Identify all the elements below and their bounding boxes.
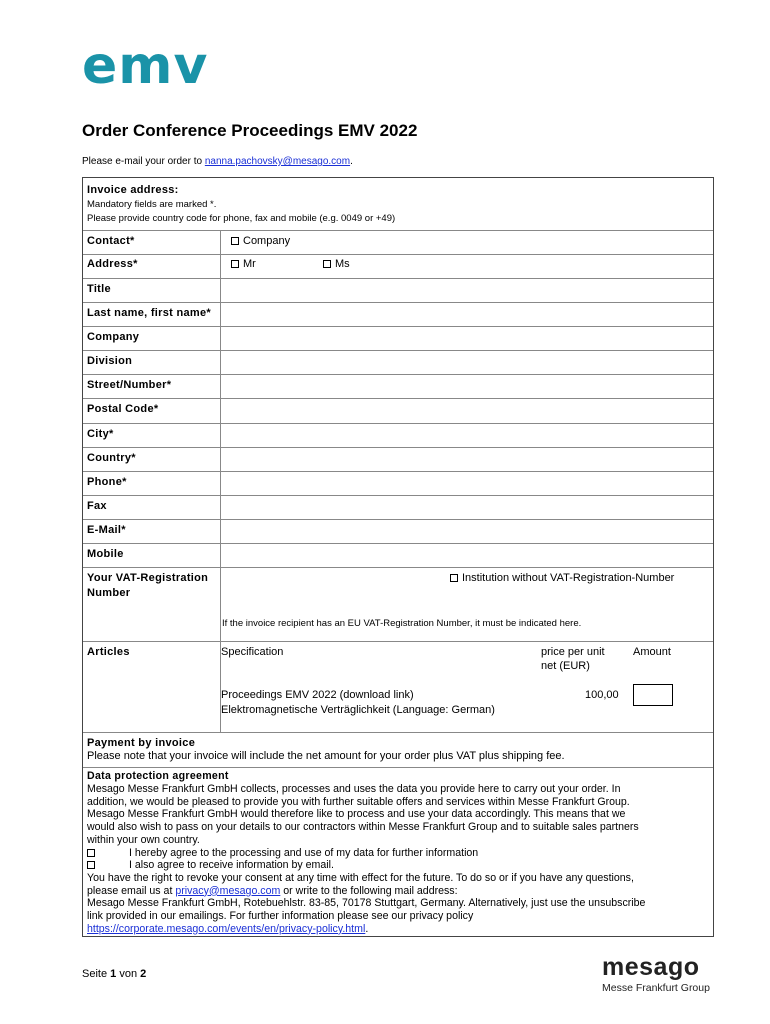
city-label: City* (87, 428, 114, 440)
privacy-line-2: addition, we would be pleased to provide you with further suitable offers and services within Messe Frankfurt Group. (87, 795, 630, 808)
privacy-line-3: Mesago Messe Frankfurt GmbH would therefore like to process and use your data accordingly. This means that we (87, 808, 626, 821)
spec-header: Specification (221, 646, 284, 658)
emv-logo: emv (82, 36, 209, 96)
address-label: Address* (87, 258, 138, 270)
mr-checkbox[interactable] (231, 260, 239, 268)
policy-suffix: . (365, 922, 369, 935)
privacy-line-4: would also wish to pass on your details to our contractors within Messe Frankfurt Group and to suitable sales partners (87, 821, 639, 834)
country-label: Country* (87, 452, 136, 464)
revoke-prefix: please email us at (87, 884, 176, 897)
ms-label: Ms (335, 258, 350, 270)
page-number (82, 968, 146, 980)
mesago-tagline: Messe Frankfurt Group (602, 982, 710, 994)
country-code-note: Please provide country code for phone, fax and mobile (e.g. 0049 or +49) (87, 213, 396, 224)
privacy-heading: Data protection agreement (87, 770, 229, 782)
ms-checkbox[interactable] (323, 260, 331, 268)
address-ms-option[interactable] (323, 258, 350, 270)
revoke-line-3: Mesago Messe Frankfurt GmbH, Rotebuehlstr. 83-85, 70178 Stuttgart, Germany. Alternatively, just use the unsubscribe (87, 897, 646, 910)
title-label: Title (87, 283, 111, 295)
contact-label: Contact* (87, 235, 135, 247)
privacy-line-1: Mesago Messe Frankfurt GmbH collects, processes and uses the data you provide here to carry out your order. In (87, 783, 621, 795)
revoke-line-5 (87, 923, 707, 936)
consent-processing-label: I hereby agree to the processing and use of my data for further information (129, 846, 479, 859)
company-option-label: Company (243, 235, 291, 247)
vat-label-line2: Number (87, 587, 131, 599)
consent-processing[interactable] (87, 847, 707, 860)
street-label: Street/Number* (87, 379, 172, 391)
privacy-text (87, 783, 707, 935)
company-label: Company (87, 331, 140, 343)
current-page: 1 (110, 968, 117, 980)
no-vat-label: Institution without VAT-Registration-Number (462, 572, 675, 584)
revoke-line-4: link provided in our emailings. For further information please see our privacy policy (87, 910, 474, 923)
privacy-policy-link[interactable]: https://corporate.mesago.com/events/en/privacy-policy.html (87, 922, 366, 935)
amount-input[interactable] (633, 684, 673, 706)
vat-note: If the invoice recipient has an EU VAT-Registration Number, it must be indicated here. (222, 618, 582, 629)
privacy-line-5: within your own country. (87, 833, 200, 846)
page-title: Order Conference Proceedings EMV 2022 (82, 121, 418, 140)
payment-heading: Payment by invoice (87, 737, 196, 749)
mesago-logo: mesago (602, 953, 700, 981)
item-subtitle: Elektromagnetische Verträglichkeit (Language: German) (221, 704, 495, 716)
mobile-label: Mobile (87, 548, 124, 560)
order-email-link[interactable]: nanna.pachovsky@mesago.com (204, 156, 351, 167)
email-label: E-Mail* (87, 524, 126, 536)
articles-label: Articles (87, 646, 130, 658)
revoke-line-2 (87, 885, 707, 898)
invoice-heading: Invoice address: (87, 184, 179, 196)
privacy-email-link[interactable]: privacy@mesago.com (175, 884, 281, 897)
fax-label: Fax (87, 500, 107, 512)
item-title: Proceedings EMV 2022 (download link) (221, 689, 414, 701)
phone-label: Phone* (87, 476, 127, 488)
postal-code-label: Postal Code* (87, 403, 159, 415)
address-mr-option[interactable] (231, 258, 256, 270)
division-label: Division (87, 355, 133, 367)
page-mid: von (116, 968, 141, 980)
intro-text (82, 156, 353, 167)
intro-prefix: Please e-mail your order to (82, 156, 205, 167)
consent-email-checkbox[interactable] (87, 861, 95, 869)
price-header-line2: net (EUR) (541, 660, 590, 672)
no-vat-option[interactable] (450, 572, 674, 584)
mr-label: Mr (243, 258, 256, 270)
payment-text: Please note that your invoice will include the net amount for your order plus VAT plus shipping fee. (87, 750, 565, 762)
revoke-line-1: You have the right to revoke your consent at any time with effect for the future. To do so or if you have any questions, (87, 871, 634, 884)
item-price: 100,00 (585, 689, 619, 701)
name-label: Last name, first name* (87, 307, 211, 319)
consent-email[interactable] (87, 859, 707, 872)
page-prefix: Seite (82, 968, 111, 980)
revoke-suffix: or write to the following mail address: (280, 884, 458, 897)
order-form (82, 177, 714, 937)
consent-email-label: I also agree to receive information by email. (129, 859, 334, 872)
no-vat-checkbox[interactable] (450, 574, 458, 582)
vat-label-line1: Your VAT-Registration (87, 572, 209, 584)
amount-header: Amount (633, 646, 671, 658)
company-checkbox[interactable] (231, 237, 239, 245)
mandatory-note: Mandatory fields are marked *. (87, 199, 217, 210)
intro-suffix: . (350, 156, 353, 167)
total-pages: 2 (140, 968, 147, 980)
price-header-line1: price per unit (541, 646, 605, 658)
consent-processing-checkbox[interactable] (87, 849, 95, 857)
contact-company-option[interactable] (231, 235, 290, 247)
